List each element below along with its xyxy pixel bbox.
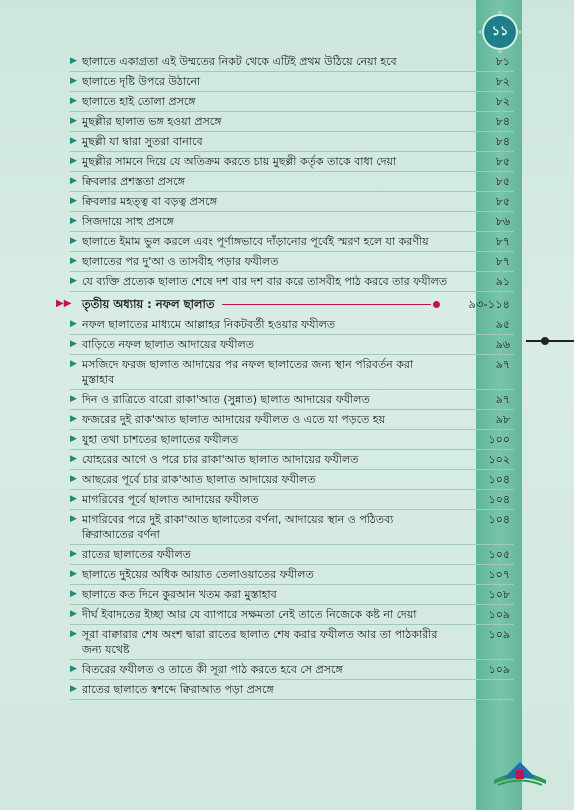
chapter-rule (222, 304, 431, 305)
toc-row[interactable] (70, 152, 514, 172)
bullet-arrow-icon: ▶ (70, 156, 77, 166)
toc-row-title: বিতরের ফযীলত ও তাতে কী সূরা পাঠ করতে হবে সে প্রসঙ্গে (82, 663, 343, 676)
table-of-contents (56, 52, 514, 700)
toc-row-page: ১০৪ (488, 513, 510, 526)
toc-row[interactable] (70, 52, 514, 72)
toc-row-page: ১০৭ (488, 568, 510, 581)
toc-row[interactable] (70, 315, 514, 335)
toc-row[interactable] (70, 605, 514, 625)
bullet-arrow-icon: ▶ (70, 434, 77, 444)
toc-section-before (70, 52, 514, 292)
bullet-arrow-icon: ▶ (70, 176, 77, 186)
toc-row-page: ১০৪ (488, 473, 510, 486)
bullet-arrow-icon: ▶ (70, 96, 77, 106)
toc-row[interactable] (70, 450, 514, 470)
toc-row-title: ছালাতে দুইয়ের অধিক আয়াত তেলাওয়াতের ফযীলত (82, 568, 314, 581)
toc-row[interactable] (70, 430, 514, 450)
toc-row-page: ৮৪ (495, 135, 510, 148)
bullet-arrow-icon: ▶ (70, 256, 77, 266)
toc-row[interactable] (70, 490, 514, 510)
bullet-arrow-icon: ▶ (70, 359, 77, 369)
toc-row-title: দিন ও রাত্রিতে বারো রাকা'আত (সুন্নাত) ছালাত আদায়ের ফযীলত (82, 393, 370, 406)
toc-row[interactable] (70, 545, 514, 565)
toc-row-page: ১০৮ (488, 588, 510, 601)
toc-row[interactable] (70, 565, 514, 585)
toc-row-title: ছালাতে কত দিনে কুরআন খতম করা মুস্তাহাব (82, 588, 277, 601)
toc-row-page: ৯৫ (495, 318, 510, 331)
toc-row[interactable] (70, 192, 514, 212)
toc-row[interactable] (70, 470, 514, 490)
toc-row[interactable] (70, 92, 514, 112)
bullet-arrow-icon: ▶ (70, 474, 77, 484)
toc-row-page: ১০৯ (488, 628, 510, 641)
bullet-arrow-icon: ▶ (70, 454, 77, 464)
toc-row-title: রাতের ছালাতে স্বশব্দে ক্বিরাআত পড়া প্রসঙ্গে (82, 683, 274, 696)
toc-row-page: ১০২ (488, 453, 510, 466)
toc-row-title: ছালাতে হাই তোলা প্রসঙ্গে (82, 95, 196, 108)
toc-row-title: ক্বিবলার মহত্ত্ব বা বড়ত্ব প্রসঙ্গে (82, 195, 217, 208)
toc-row-title: ছালাতে একাগ্রতা এই উম্মতের নিকট থেকে এটিই প্রথম উঠিয়ে নেয়া হবে (82, 55, 397, 68)
publisher-logo-icon (490, 752, 550, 792)
toc-row-title: ছালাতে দৃষ্টি উপরে উঠানো (82, 75, 201, 88)
bullet-arrow-icon: ▶ (70, 394, 77, 404)
chapter-marker-dot-icon (541, 337, 549, 345)
toc-row-page: ৮১ (495, 55, 510, 68)
toc-row[interactable] (70, 232, 514, 252)
toc-row[interactable] (70, 335, 514, 355)
toc-row[interactable] (70, 410, 514, 430)
toc-row-page: ৮৭ (495, 255, 510, 268)
bullet-arrow-icon: ▶ (70, 514, 77, 524)
bullet-arrow-icon: ▶ (70, 589, 77, 599)
toc-row-title: রাতের ছালাতের ফযীলত (82, 548, 191, 561)
toc-row[interactable] (70, 660, 514, 680)
toc-row-page: ১০৫ (488, 548, 510, 561)
toc-row[interactable] (70, 272, 514, 292)
bullet-arrow-icon: ▶ (70, 569, 77, 579)
toc-row-page: ৯৭ (495, 393, 510, 406)
toc-row-page: ১০০ (488, 433, 510, 446)
toc-row-title: মুছল্লী যা দ্বারা সুতরা বানাবে (82, 135, 203, 148)
toc-row-page: ৯১ (495, 275, 510, 288)
bullet-arrow-icon: ▶ (70, 319, 77, 329)
toc-row-title: আছরের পূর্বে চার রাক'আত ছালাত আদায়ের ফযীলত (82, 473, 316, 486)
toc-row-title: মুছল্লীর ছালাত ভঙ্গ হওয়া প্রসঙ্গে (82, 115, 222, 128)
toc-row-page: ৮২ (495, 75, 510, 88)
toc-row-title: যে ব্যক্তি প্রত্যেক ছালাত শেষে দশ বার দশ বার করে তাসবীহ পাঠ করবে তার ফযীলত (82, 275, 448, 288)
toc-row[interactable] (70, 355, 514, 390)
bullet-arrow-icon: ▶ (70, 116, 77, 126)
toc-row-page: ৯৮ (495, 413, 510, 426)
bullet-arrow-icon: ▶ (70, 56, 77, 66)
bullet-arrow-icon: ▶ (70, 549, 77, 559)
toc-row-title: বাড়িতে নফল ছালাত আদায়ের ফযীলত (82, 338, 254, 351)
toc-row[interactable] (70, 212, 514, 232)
toc-row-title: মসজিদে ফরজ ছালাত আদায়ের পর নফল ছালাতের জন্য স্থান পরিবর্তন করা মুস্তাহাব (82, 358, 414, 386)
bullet-arrow-icon: ▶ (70, 414, 77, 424)
toc-row-page: ৮৬ (495, 215, 510, 228)
bullet-arrow-icon: ▶ (70, 276, 77, 286)
chapter-heading[interactable] (56, 292, 514, 315)
toc-row-title: ফজরের দুই রাক'আত ছালাত আদায়ের ফযীলত ও এতে যা পড়তে হয় (82, 413, 386, 426)
toc-row[interactable] (70, 172, 514, 192)
toc-row-title: যুহা তথা চাশতের ছালাতের ফযীলত (82, 433, 239, 446)
chapter-title: তৃতীয় অধ্যায় : নফল ছালাত (82, 297, 215, 311)
toc-row-title: যোহরের আগে ও পরে চার রাকা'আত ছালাত আদায়ের ফযীলত (82, 453, 359, 466)
chapter-marker-line (526, 340, 574, 342)
bullet-arrow-icon: ▶ (70, 629, 77, 639)
bullet-arrow-icon: ▶ (70, 216, 77, 226)
toc-row[interactable] (70, 625, 514, 660)
chapter-dot-icon (433, 301, 440, 308)
toc-row-page: ৯৭ (495, 358, 510, 371)
toc-row-title: সিজদায়ে সাহু প্রসঙ্গে (82, 215, 174, 228)
toc-row[interactable] (70, 112, 514, 132)
toc-row-title: মাগরিবের পূর্বে ছালাত আদায়ের ফযীলত (82, 493, 259, 506)
toc-row[interactable] (70, 510, 514, 545)
toc-row-page: ১০৯ (488, 608, 510, 621)
toc-row[interactable] (70, 252, 514, 272)
toc-row[interactable] (70, 585, 514, 605)
toc-row[interactable] (70, 680, 514, 700)
bullet-arrow-icon: ▶ (70, 494, 77, 504)
toc-row-title: দীর্ঘ ইবাদতের ইচ্ছা আর যে ব্যাপারে সক্ষমতা নেই তাতে নিজেকে কষ্ট না দেয়া (82, 608, 417, 621)
toc-row-page: ৮২ (495, 95, 510, 108)
toc-row-title: ছালাতের পর দু'আ ও তাসবীহ পড়ার ফযীলত (82, 255, 279, 268)
bullet-arrow-icon: ▶ (70, 664, 77, 674)
chapter-pages: ৯৩-১১৪ (468, 297, 510, 311)
toc-row-title: ছালাতে ইমাম ভুল করলে এবং পূর্ণাঙ্গভাবে দাঁড়ানোর পূর্বেই স্মরণ হলে যা করণীয় (82, 235, 429, 248)
toc-row-title: সূরা বাক্বারার শেষ অংশ দ্বারা রাতের ছালাত শেষ করার ফযীলত আর তা পাঠকারীর জন্য যথেষ্ট (82, 628, 438, 656)
bullet-arrow-icon: ▶ (70, 339, 77, 349)
toc-row-page: ৮৪ (495, 115, 510, 128)
bullet-arrow-icon: ▶ (70, 236, 77, 246)
toc-row-page: ৯৬ (495, 338, 510, 351)
toc-row-title: মুছল্লীর সামনে দিয়ে যে অতিক্রম করতে চায় মুছল্লী কর্তৃক তাকে বাধা দেয়া (82, 155, 397, 168)
toc-section-after (70, 315, 514, 700)
toc-row-page: ৮৫ (495, 195, 510, 208)
toc-row[interactable] (70, 390, 514, 410)
toc-row-page: ১০৯ (488, 663, 510, 676)
toc-row-page: ৮৫ (495, 175, 510, 188)
toc-row[interactable] (70, 72, 514, 92)
bullet-arrow-icon: ▶ (70, 76, 77, 86)
bullet-arrow-icon: ▶ (70, 684, 77, 694)
toc-row-title: ক্বিবলার প্রশস্ততা প্রসঙ্গে (82, 175, 185, 188)
toc-row[interactable] (70, 132, 514, 152)
bullet-arrow-icon: ▶ (70, 609, 77, 619)
page-number-badge: ১১ (482, 14, 518, 50)
toc-row-title: নফল ছালাতের মাধ্যমে আল্লাহর নিকটবর্তী হওয়ার ফযীলত (82, 318, 336, 331)
toc-row-page: ১০৪ (488, 493, 510, 506)
double-arrow-icon: ▶▶ (56, 298, 72, 309)
toc-row-page: ৮৫ (495, 155, 510, 168)
toc-row-title: মাগরিবের পরে দুই রাকা'আত ছালাতের বর্ণনা, আদায়ের স্থান ও পঠিতব্য ক্বিরাআতের বর্ণনা (82, 513, 394, 541)
bullet-arrow-icon: ▶ (70, 196, 77, 206)
bullet-arrow-icon: ▶ (70, 136, 77, 146)
toc-row-page: ৮৭ (495, 235, 510, 248)
